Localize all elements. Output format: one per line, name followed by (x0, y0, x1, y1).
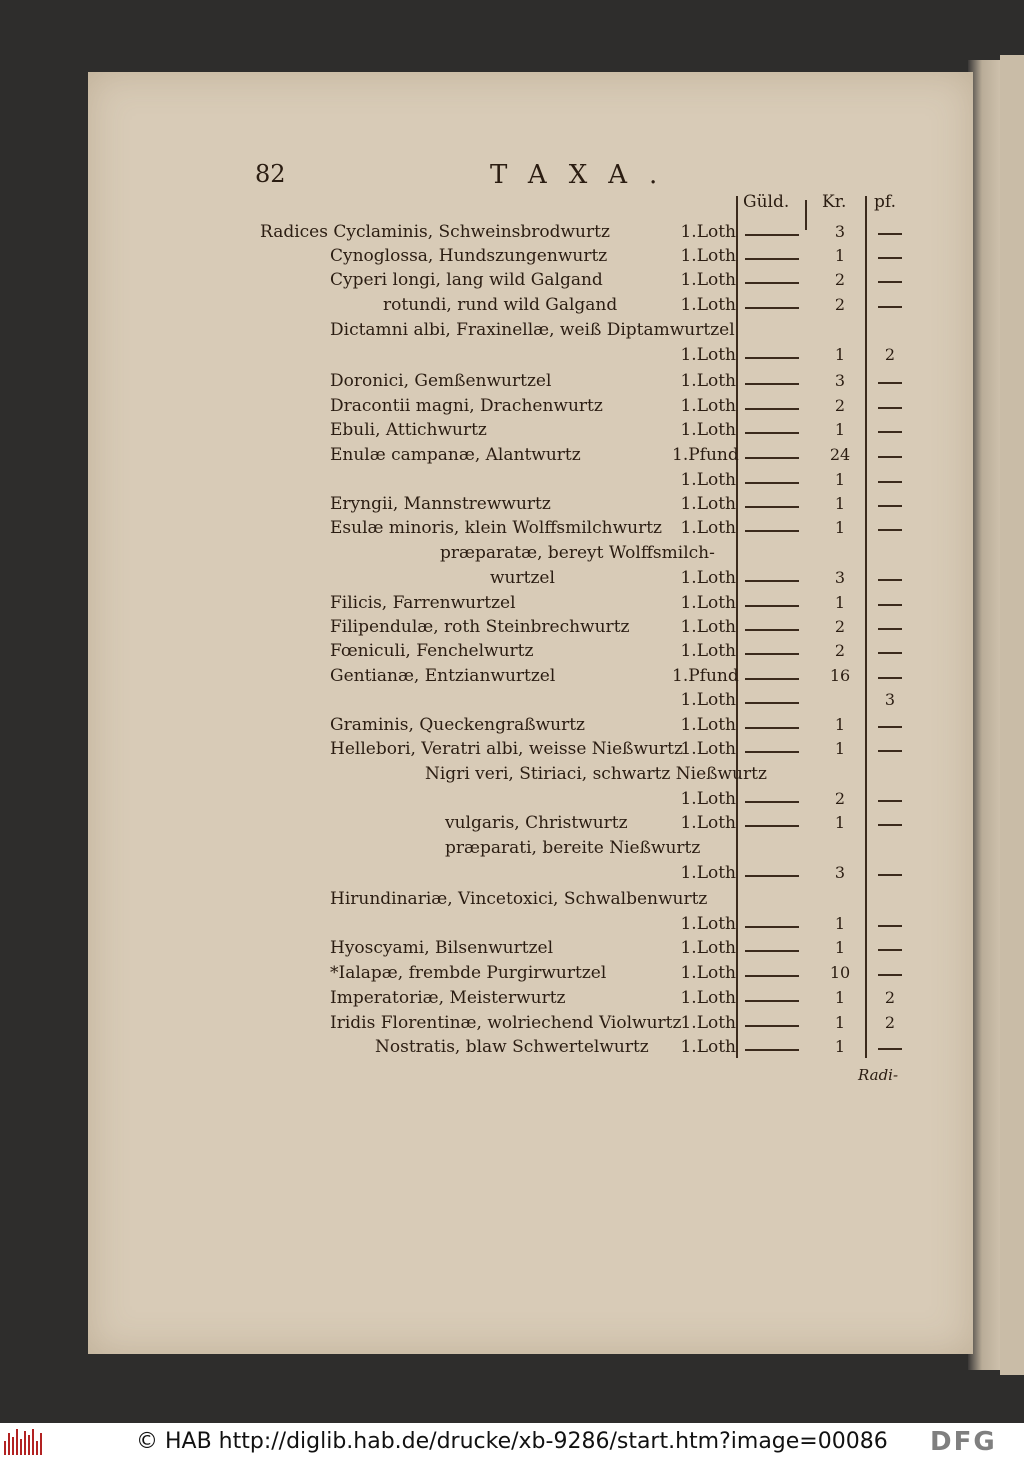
entry-row (0, 988, 1024, 1012)
entry-unit: 1.Loth (680, 420, 736, 440)
entry-pf: 2 (884, 988, 896, 1007)
guld-dash (745, 1000, 799, 1002)
guld-dash (745, 506, 799, 508)
entry-row (0, 320, 1024, 344)
entry-row (0, 813, 1024, 837)
entry-name: Eryngii, Mannstrewwurtz (330, 494, 551, 514)
entry-kr: 3 (834, 863, 846, 882)
entry-row (0, 889, 1024, 913)
entry-unit: 1.Loth (680, 641, 736, 661)
entry-kr: 1 (834, 938, 846, 957)
entry-row (0, 543, 1024, 567)
entry-kr: 1 (834, 739, 846, 758)
guld-dash (745, 1049, 799, 1051)
guld-dash (745, 432, 799, 434)
guld-dash (745, 825, 799, 827)
entry-row (0, 963, 1024, 987)
guld-dash (745, 629, 799, 631)
footer-source-link[interactable]: © HAB http://diglib.hab.de/drucke/xb-9286/start.htm?image=00086 (136, 1429, 888, 1454)
entry-row (0, 1013, 1024, 1037)
entry-pf: 2 (884, 345, 896, 364)
entry-row (0, 789, 1024, 813)
entry-name: wurtzel (490, 568, 555, 588)
entry-row (0, 270, 1024, 294)
entry-unit: 1.Loth (680, 270, 736, 290)
guld-dash (745, 727, 799, 729)
entry-unit: 1.Loth (680, 789, 736, 809)
catchword: Radi- (858, 1066, 899, 1084)
guld-dash (745, 482, 799, 484)
entry-unit: 1.Loth (680, 494, 736, 514)
guld-dash (745, 383, 799, 385)
entry-row (0, 938, 1024, 962)
entry-kr: 1 (834, 518, 846, 537)
entry-kr: 1 (834, 593, 846, 612)
guld-dash (745, 702, 799, 704)
entry-unit: 1.Loth (680, 518, 736, 538)
entry-kr: 1 (834, 1037, 846, 1056)
entry-row (0, 690, 1024, 714)
entry-kr: 2 (834, 270, 846, 289)
guld-dash (745, 307, 799, 309)
entry-name: Graminis, Queckengraßwurtz (330, 715, 586, 735)
viewer-footer (0, 1423, 1024, 1462)
entry-name: Nostratis, blaw Schwertelwurtz (375, 1037, 649, 1057)
entry-kr: 10 (829, 963, 851, 982)
guld-dash (745, 530, 799, 532)
entry-kr: 1 (834, 420, 846, 439)
entry-unit: 1.Loth (680, 690, 736, 710)
entry-row (0, 396, 1024, 420)
entry-kr: 1 (834, 988, 846, 1007)
entry-kr: 1 (834, 470, 846, 489)
guld-dash (745, 801, 799, 803)
entry-row (0, 420, 1024, 444)
entry-kr: 1 (834, 494, 846, 513)
entry-unit: 1.Loth (680, 371, 736, 391)
entry-name: Doronici, Gemßenwurtzel (330, 371, 552, 391)
entry-unit: 1.Loth (680, 938, 736, 958)
entry-row (0, 764, 1024, 788)
guld-dash (745, 875, 799, 877)
entry-kr: 1 (834, 715, 846, 734)
guld-dash (745, 975, 799, 977)
entry-row (0, 568, 1024, 592)
page-title: TAXA. (490, 160, 680, 190)
guld-dash (745, 258, 799, 260)
entry-kr: 16 (829, 666, 851, 685)
guld-dash (745, 457, 799, 459)
entry-name: Cyperi longi, lang wild Galgand (330, 270, 603, 290)
entry-name: Gentianæ, Entzianwurtzel (330, 666, 556, 686)
entry-kr: 2 (834, 617, 846, 636)
guld-dash (745, 282, 799, 284)
entry-name: Dracontii magni, Drachenwurtz (330, 396, 603, 416)
entry-unit: 1.Loth (680, 1037, 736, 1057)
entry-kr: 2 (834, 641, 846, 660)
entry-name: Hellebori, Veratri albi, weisse Nießwurtz (330, 739, 683, 759)
entry-unit: 1.Loth (680, 988, 736, 1008)
entry-unit: 1.Loth (680, 813, 736, 833)
column-header-guld: Güld. (743, 192, 790, 212)
entry-row (0, 345, 1024, 369)
entry-unit: 1.Loth (680, 345, 736, 365)
entry-name: Hirundinariæ, Vincetoxici, Schwalbenwurtz (330, 889, 708, 909)
entry-row (0, 914, 1024, 938)
guld-dash (745, 605, 799, 607)
entry-kr: 2 (834, 789, 846, 808)
entry-kr: 24 (829, 445, 851, 464)
entry-unit: 1.Loth (680, 617, 736, 637)
entry-row (0, 863, 1024, 887)
entry-kr: 1 (834, 813, 846, 832)
entry-kr: 1 (834, 914, 846, 933)
entry-row (0, 1037, 1024, 1061)
entry-row (0, 222, 1024, 246)
entry-row (0, 838, 1024, 862)
guld-dash (745, 357, 799, 359)
entry-unit: 1.Loth (680, 568, 736, 588)
entry-unit: 1.Loth (680, 470, 736, 490)
guld-dash (745, 1025, 799, 1027)
entry-row (0, 518, 1024, 542)
entry-pf: 2 (884, 1013, 896, 1032)
entry-kr: 2 (834, 396, 846, 415)
entry-row (0, 494, 1024, 518)
guld-dash (745, 751, 799, 753)
column-header-kr: Kr. (822, 192, 847, 212)
entry-name: Filipendulæ, roth Steinbrechwurtz (330, 617, 630, 637)
entry-kr: 3 (834, 568, 846, 587)
entry-kr: 1 (834, 345, 846, 364)
entry-row (0, 641, 1024, 665)
guld-dash (745, 653, 799, 655)
entry-row (0, 593, 1024, 617)
entry-unit: 1.Loth (680, 863, 736, 883)
entry-name: Imperatoriæ, Meisterwurtz (330, 988, 566, 1008)
page-number: 82 (255, 160, 286, 188)
entry-name: rotundi, rund wild Galgand (383, 295, 618, 315)
entry-unit: 1.Loth (680, 963, 736, 983)
entry-name: Iridis Florentinæ, wolriechend Violwurtz (330, 1013, 682, 1033)
entry-name: Esulæ minoris, klein Wolffsmilchwurtz (330, 518, 662, 538)
guld-dash (745, 678, 799, 680)
entry-name: Enulæ campanæ, Alantwurtz (330, 445, 581, 465)
guld-dash (745, 408, 799, 410)
entry-name: Filicis, Farrenwurtzel (330, 593, 516, 613)
entry-unit: 1.Loth (680, 295, 736, 315)
entry-unit: 1.Pfund (672, 666, 739, 686)
entry-row (0, 739, 1024, 763)
entry-row (0, 295, 1024, 319)
entry-name: Cynoglossa, Hundszungenwurtz (330, 246, 608, 266)
entry-name: Radices Cyclaminis, Schweinsbrodwurtz (260, 222, 610, 242)
entry-name: Dictamni albi, Fraxinellæ, weiß Diptamwurtzel (330, 320, 735, 340)
entry-name: præparatæ, bereyt Wolffsmilch- (440, 543, 715, 563)
entry-name: Hyoscyami, Bilsenwurtzel (330, 938, 554, 958)
entry-name: *Ialapæ, frembde Purgirwurtzel (330, 963, 607, 983)
entry-kr: 1 (834, 246, 846, 265)
dfg-logo: DFG (930, 1427, 997, 1457)
entry-kr: 2 (834, 295, 846, 314)
column-header-pf: pf. (874, 192, 896, 212)
entry-pf: 3 (884, 690, 896, 709)
entry-kr: 3 (834, 371, 846, 390)
entry-row (0, 666, 1024, 690)
entry-unit: 1.Loth (680, 715, 736, 735)
guld-dash (745, 950, 799, 952)
entry-unit: 1.Loth (680, 1013, 736, 1033)
entry-unit: 1.Loth (680, 246, 736, 266)
entry-row (0, 371, 1024, 395)
entry-name: Fœniculi, Fenchelwurtz (330, 641, 534, 661)
entry-unit: 1.Loth (680, 222, 736, 242)
entry-row (0, 246, 1024, 270)
entry-name: Ebuli, Attichwurtz (330, 420, 487, 440)
guld-dash (745, 234, 799, 236)
hab-logo-icon (4, 1429, 48, 1457)
entry-kr: 3 (834, 222, 846, 241)
entry-row (0, 617, 1024, 641)
entry-name: præparati, bereite Nießwurtz (445, 838, 701, 858)
entry-name: vulgaris, Christwurtz (445, 813, 628, 833)
entry-kr: 1 (834, 1013, 846, 1032)
entry-row (0, 445, 1024, 469)
entry-unit: 1.Loth (680, 396, 736, 416)
guld-dash (745, 926, 799, 928)
entry-row (0, 715, 1024, 739)
entry-unit: 1.Loth (680, 914, 736, 934)
entry-unit: 1.Loth (680, 739, 736, 759)
guld-dash (745, 580, 799, 582)
entry-unit: 1.Pfund (672, 445, 739, 465)
entry-name: Nigri veri, Stiriaci, schwartz Nießwurtz (425, 764, 767, 784)
entry-unit: 1.Loth (680, 593, 736, 613)
entry-row (0, 470, 1024, 494)
